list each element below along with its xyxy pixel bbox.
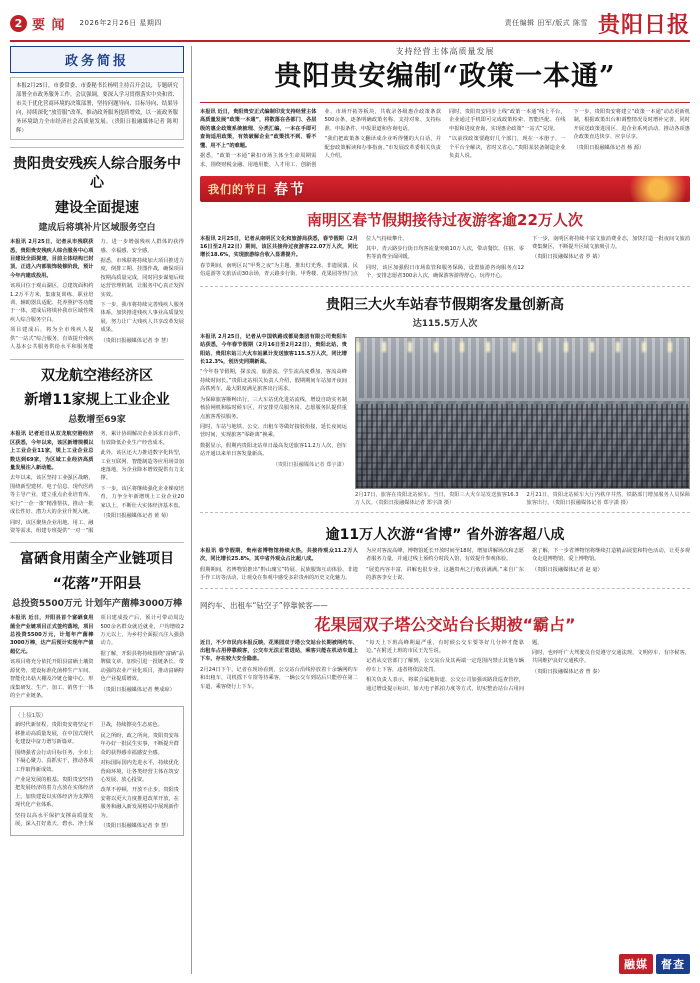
paragraph: 本报讯 记者近日从双龙航空港经济区获悉，今年以来，该区新增规模以上工业企业11家，规上工业企业总数达到69家，为区域工业经济高质量发展注入新动能。 bbox=[10, 431, 94, 472]
festival-banner-label: 我们的节日 bbox=[208, 183, 268, 196]
left-column bbox=[10, 46, 192, 974]
station-photo bbox=[355, 337, 690, 489]
paragraph: 民之所盼，政之所向。贵阳贵安每年办好一批民生实事，不断提升群众的获得感幸福感安全感。 bbox=[100, 732, 179, 756]
photo-crowd bbox=[356, 404, 689, 488]
paragraph: 为应对客流高峰，博物馆延长开放时间至18时，增加讲解场次和志愿者服务力量，并通过线上预约分时段入馆，有效提升参观体验。 bbox=[366, 547, 524, 563]
paragraph: 假期期间，省博物馆推出“黔山瑰宝”特展、民族服饰互动体验、非遗手作工坊等活动，让观众在参观中感受多彩贵州的历史文化魅力。 bbox=[200, 566, 358, 582]
headline-line-1: 贵阳贵安残疾人综合服务中心 bbox=[13, 156, 181, 192]
divider bbox=[10, 542, 184, 543]
paragraph: 项目建成后，将为全市残疾人提供“一站式”综合服务，有效提升残疾人基本公共服务供给水平和服务能力，进一步增强残疾人群体的获得感、幸福感、安全感。 bbox=[10, 239, 184, 351]
paragraph: “展览内容丰富，讲解也很专业，这趟贵州之行收获满满。”来自广东的游客李女士说。 bbox=[366, 566, 524, 582]
paragraph: 春节期间，南明区以“甲秀之夜”为主题，推出灯光秀、非遗展演、民俗巡游等文旅活动30余场，青云路步行街、甲秀楼、花果园等热门点位人气持续攀升。 bbox=[200, 235, 408, 278]
article-body bbox=[200, 639, 690, 694]
byline: （贵阳日报融媒体记者 曾 秦） bbox=[532, 668, 603, 675]
photo-caption-right: 2月21日，贵阳北站候车大厅内秩序井然，铁路部门增加服务人员保障旅客出行。（贵阳日报融媒体记者 郑宇潇 摄） bbox=[526, 491, 690, 506]
paragraph: 本报讯 春节假期，贵州省博物馆持续火热，共接待观众11.2万人次，同比增长25.8%，其中省外观众占比超八成。 bbox=[200, 547, 358, 563]
paragraph: 同时，也呼吁广大驾驶员自觉遵守交通法规，文明停车、有序候客，共同维护良好交通秩序。 bbox=[532, 650, 690, 665]
divider-red bbox=[200, 102, 690, 103]
article-continuation bbox=[10, 706, 184, 835]
headline: 逾11万人次游“省博” 省外游客超八成 bbox=[325, 526, 565, 543]
headline-line-2: “花落”开阳县 bbox=[52, 576, 142, 593]
paragraph: 同时，该区聚焦企业用地、用工、融资等需求，组建专班提供“一对一”服务，累计协调解决企业诉求百余件，有效降低企业生产经营成本。 bbox=[10, 431, 184, 535]
photo-lights bbox=[356, 342, 689, 352]
byline: （贵阳日报融媒体记者 罗 婧） bbox=[532, 254, 603, 261]
byline: （贵阳日报融媒体记者 李 慧） bbox=[100, 337, 172, 344]
paragraph: 去年以来，该区坚持工业强区战略，围绕新型建材、电子信息、现代医药等主导产业，建立重点企业培育库，实行“一企一策”精准帮扶，推动一批成长性好、潜力大的企业升规入统。 bbox=[10, 475, 94, 516]
kicker-line: 支持经营主体高质量发展 bbox=[395, 47, 495, 56]
paragraph: 本报讯 近日，开阳县首个富硒食用菌全产业链项目正式签约落地，项目总投资5500万元，计划年产菌棒3000万棒，达产后预计实现年产值超亿元。 bbox=[10, 615, 94, 655]
page-number-badge: 2 bbox=[10, 15, 27, 32]
article-disability-center bbox=[10, 155, 184, 351]
publication-date: 2026年2月26日 星期四 bbox=[79, 19, 162, 27]
paragraph: 本报讯 近日，贵阳贵安正式编制印发支持经营主体高质量发展“政策一本通”，将散落在各部门、各层级的惠企政策系统梳理、分类汇编，一本在手即可查询适用政策，有效破解企业“政策找不到、看不懂、用不上”的难题。 bbox=[200, 109, 317, 149]
newspaper-page bbox=[0, 6, 700, 983]
paragraph: 2月24日下午，记者在现场看到，公交站台沿线停放着十余辆网约车和出租车，司机摇下车窗等待乘客，一辆公交车到站后只能停在第二车道，乘客绕行上下车。 bbox=[200, 666, 358, 690]
paragraph: “我们把政策条文翻译成企业听得懂的大白话，并配套政策解读和办事指南。”市发展改革委相关负责人介绍。 bbox=[324, 136, 441, 160]
paragraph: 该项目位于观山湖区，总建筑面积约1.2万平方米，集康复训练、职业培训、辅助器具适配、托养照护等功能于一体，建成后将填补我市区域性残疾人综合服务空白。 bbox=[10, 283, 94, 323]
byline: （贵阳日报融媒体记者 樊成琼） bbox=[100, 686, 175, 693]
article-airport-zone bbox=[10, 367, 184, 536]
paragraph: 此外，该区还大力推进数字化转型，工业互联网、智能制造等应用场景加速落地，为企业降本增效提供有力支撑。 bbox=[100, 450, 184, 482]
page-columns bbox=[10, 46, 690, 974]
paragraph: 据悉，“政策一本通”紧扣市场主体全生命周期需求，围绕财税金融、用地用能、人才用工、创新创业、市场开拓等板块，共收录各级惠企政策条款500余条，逐条明确政策名称、支持对象、支持标准、申报条件、申报渠道和咨询电话。 bbox=[200, 109, 441, 168]
divider bbox=[200, 286, 690, 287]
government-brief-title: 政务简报 bbox=[64, 54, 129, 69]
festival-banner-title: 春节 bbox=[274, 182, 306, 198]
government-brief-box bbox=[10, 77, 184, 140]
article-body bbox=[200, 235, 690, 281]
paragraph: 为保障旅客顺畅出行，三大车站优化进站流线，增设自助实名制核验闸机和临时候车区，并安排党员服务岗、志愿服务队提供重点旅客帮扶服务。 bbox=[200, 396, 347, 420]
paragraph: 下一步，贵阳贵安将建立“政策一本通”动态更新机制，根据政策出台和调整情况及时增补完善，同时开展送政策进园区、进企业系列活动，推动各项惠企政策直达快享、应享尽享。 bbox=[573, 109, 690, 141]
divider bbox=[200, 512, 690, 513]
article-body bbox=[10, 614, 184, 700]
paragraph: “以前找政策要跑好几个部门，现在一本册子、一个平台全解决，省时又省心。”贵阳某装备制造企业负责人说。 bbox=[449, 136, 566, 160]
paragraph: 其中，青云路步行街日均客流量突破10万人次，带动餐饮、住宿、零售等消费全面回暖。 bbox=[366, 245, 524, 261]
article-body bbox=[10, 238, 184, 351]
paragraph: 该项目将充分依托开阳县富硒土壤资源优势，建设标准化菌棒生产车间、智能化出菇大棚及冷链仓储中心，形成集研发、生产、加工、销售于一体的全产业链条。 bbox=[10, 659, 94, 700]
paragraph: 同时，该区加强假日市场监管和服务保障，设置旅游咨询服务点12个，安排志愿者300余人次，确保游客游得舒心、玩得开心。 bbox=[366, 264, 524, 280]
subheadline: 总数增至69家 bbox=[68, 415, 126, 426]
paragraph: 据悉，市残联将持续加大项目推进力度，倒排工期、挂图作战，确保项目按期高质量完成，同时同步谋划后续运营管理机制，让服务中心真正发挥实效。 bbox=[100, 257, 184, 298]
paragraph: 本报讯 2月25日，记者从南明区文化和旅游局获悉，春节假期（2月16日至2月22日）期间，该区共接待过夜游客22.07万人次，同比增长18.6%，实现旅游综合收入显著提升。 bbox=[200, 235, 358, 259]
section-title: 要 闻 bbox=[32, 17, 66, 33]
paragraph: 据了解，开阳县将持续围绕“富硒”品牌做文章，加快引进一批链条长、带动强的农业产业化项目，推动富硒特色产业提质增效。 bbox=[100, 650, 184, 683]
article-body bbox=[10, 430, 184, 535]
divider bbox=[10, 359, 184, 360]
editor-credits: 责任编辑 田军/版式 陈雪 bbox=[504, 19, 588, 27]
paragraph: 改革不停顿、开放不止步。贵阳贵安将以更大力度推进改革开放，在服务和融入新发展格局中展现新作为。 bbox=[100, 787, 179, 819]
article-nanming-tourism bbox=[200, 207, 690, 281]
article-selenium-mushroom bbox=[10, 550, 184, 700]
photo-captions bbox=[355, 491, 690, 507]
badge-right-label: 督查 bbox=[656, 954, 690, 974]
paragraph: “每天上下班高峰期最严重，有时候公交车要等好几分钟才能靠边。”在附近上班的市民王先生说。 bbox=[366, 639, 524, 655]
paragraph: 下一步，南明区将持续丰富文旅消费业态，加快打造一批夜间文旅消费集聚区，不断提升区域文旅吸引力。 bbox=[532, 235, 690, 250]
paragraph: 下一步，我市将持续完善残疾人服务体系，加快推进残疾人事业高质量发展，努力让广大残疾人共享改革发展成果。 bbox=[100, 302, 184, 334]
paragraph: 同时，贵阳贵安同步上线“政策一本通”线上平台，企业通过手机即可完成政策检索、智能匹配、在线申报和进度查询，实现惠企政策“一站式”兑现。 bbox=[449, 109, 566, 132]
headline-line-2: 新增11家规上工业企业 bbox=[24, 392, 170, 409]
paragraph: 相关负责人表示，将联合属地街道、公交公司加强该路段巡查管控，通过增设提示标识、加大电子抓拍力度等方式，切实整治站台占用问题。 bbox=[366, 639, 543, 692]
paragraph: 项目建成投产后，预计可带动周边500余名群众就近就业，户均增收2万元以上，为乡村全面振兴注入强劲动力。 bbox=[100, 615, 184, 647]
byline: （贵阳日报融媒体记者 郑宇潇） bbox=[272, 461, 347, 468]
headline-line-1: 双龙航空港经济区 bbox=[41, 367, 153, 384]
paragraph: 记者从交管部门了解到，公交站台及其两端一定范围内禁止其他车辆停车上下客，违者将依法处罚。 bbox=[366, 658, 524, 673]
paragraph: 新时代新征程，贵阳贵安将坚定不移推动高质量发展，在中国式现代化建设中奋力谱写新篇章。 bbox=[15, 722, 94, 746]
paragraph: 坚持以高水平保护支撑高质量发展，深入打好蓝天、碧水、净土保卫战，持续擦亮生态底色。 bbox=[15, 722, 163, 828]
divider bbox=[200, 588, 690, 589]
article-body bbox=[200, 547, 690, 583]
lead-article-body bbox=[200, 108, 690, 169]
paragraph: 对标国际国内先进水平，持续优化营商环境，让各类经营主体在筑安心发展、放心投资。 bbox=[100, 760, 179, 783]
photo-caption-left: 2月17日，旅客在贵阳北站候车。当日，贵阳三大火车站发送旅客16.3万人次。（贵阳日报融媒体记者 郑宇潇 摄） bbox=[355, 491, 519, 506]
subheadline: 总投资5500万元 计划年产菌棒3000万棒 bbox=[11, 599, 183, 610]
right-column bbox=[192, 46, 690, 974]
badge-left-label: 融媒 bbox=[619, 954, 653, 974]
paragraph: 同时，车站与地铁、公交、出租车等做好接驳衔接，延长夜间运营时间，实现旅客“零距离”换乘。 bbox=[200, 424, 347, 439]
paragraph: 数据显示，假期内贵阳北站单日最高发送旅客11.2万人次，创车站开通以来单日客发量新高。 bbox=[200, 442, 347, 458]
headline-line-1: 富硒食用菌全产业链项目 bbox=[20, 551, 174, 568]
festival-banner bbox=[200, 176, 690, 202]
byline: （贵阳日报融媒体记者 黄 菊） bbox=[100, 513, 172, 520]
article-provincial-museum bbox=[200, 518, 690, 583]
divider bbox=[10, 147, 184, 148]
station-photo-block bbox=[355, 333, 690, 507]
government-brief-text: 本报2月25日，市委常委、市委秘书长杨明主持召开会议，专题研究部署全市政务服务工作。会议强调，要深入学习贯彻落实中央和省、市关于优化营商环境的决策部署，坚持问题导向、目标导向、结果导向，持续深化“放管服”改革，推动政务服务提质增效，以一流政务服务环境助力全市经济社会高质量发展。（贵阳日报融媒体记者 陈明辉） bbox=[16, 83, 178, 134]
article-body bbox=[15, 721, 179, 830]
kicker: 网约车、出租车“钻空子”停靠候客—— bbox=[200, 600, 328, 610]
headline-line-2: 建设全面提速 bbox=[55, 200, 139, 217]
paragraph: 本报讯 2月25日，记者从市残联获悉，贵阳贵安残疾人综合服务中心项目建设全面提速，目前主体结构已封顶，正进入内部装饰装修阶段，预计今年内建成投用。 bbox=[10, 239, 94, 279]
headline: 贵阳三大火车站春节假期客发量创新高 bbox=[326, 296, 564, 313]
headline: 南明区春节假期接待过夜游客逾22万人次 bbox=[307, 211, 583, 229]
newspaper-logo: 贵阳日报 bbox=[597, 11, 690, 38]
lead-headline: 贵阳贵安编制“政策一本通” bbox=[274, 61, 616, 92]
subheadline: 达115.5万人次 bbox=[412, 318, 478, 329]
paragraph: “今年春节假期，探亲流、旅游流、学生流高度叠加，客流高峰持续时间长。”贵阳北站相关负责人介绍，假期期间车站加开夜间高铁列车，最大限度满足旅客出行需求。 bbox=[200, 369, 347, 393]
byline: （贵阳日报融媒体记者 赵 毫） bbox=[532, 566, 603, 573]
media-supervision-badge bbox=[619, 954, 690, 974]
byline: （贵阳日报融媒体记者 李 慧） bbox=[100, 823, 172, 830]
government-brief-banner bbox=[10, 46, 184, 73]
byline: （贵阳日报融媒体记者 杨 源） bbox=[573, 144, 645, 151]
paragraph: 产业是发展的根基。贵阳贵安坚持把发展经济的着力点放在实体经济上，加快建设以实体经济为支撑的现代化产业体系。 bbox=[15, 776, 94, 809]
article-bus-stop-occupied bbox=[200, 594, 690, 974]
paragraph: 下一步，该区将继续强化企业梯度培育，力争全年新增规上工业企业20家以上，不断壮大实体经济基本盘。 bbox=[100, 485, 184, 509]
subheadline: 建成后将填补片区域服务空白 bbox=[38, 223, 156, 234]
paragraph: 本报讯 2月25日，记者从中国铁路成都局集团有限公司贵阳车站获悉，今年春节假期（2月16日至2月22日），贵阳北站、贵阳站、贵阳东站三大火车站累计发送旅客115.5万人次，同比增长12.3%，创历史同期新高。 bbox=[200, 333, 347, 366]
article-train-stations bbox=[200, 292, 690, 507]
article-body-left bbox=[200, 333, 347, 507]
headline: 花果园双子塔公交站台长期被“霸占” bbox=[314, 614, 576, 634]
paragraph: 近日，不少市民向本报反映，花果园双子塔公交站台长期被网约车、出租车占用停靠候客，公交车无法正常进站，乘客只能在机动车道上下车，存在较大安全隐患。 bbox=[200, 639, 358, 663]
masthead bbox=[10, 6, 690, 42]
paragraph: 围绕强省会行动目标任务，全市上下凝心聚力、真抓实干，推动各项工作取得新成效。 bbox=[15, 749, 94, 773]
continuation-tag: （上接1版） bbox=[15, 713, 47, 720]
paragraph: 据了解，下一步省博物馆将继续打造精品展览和特色活动，让更多观众走进博物馆、爱上博物馆。 bbox=[532, 547, 690, 563]
